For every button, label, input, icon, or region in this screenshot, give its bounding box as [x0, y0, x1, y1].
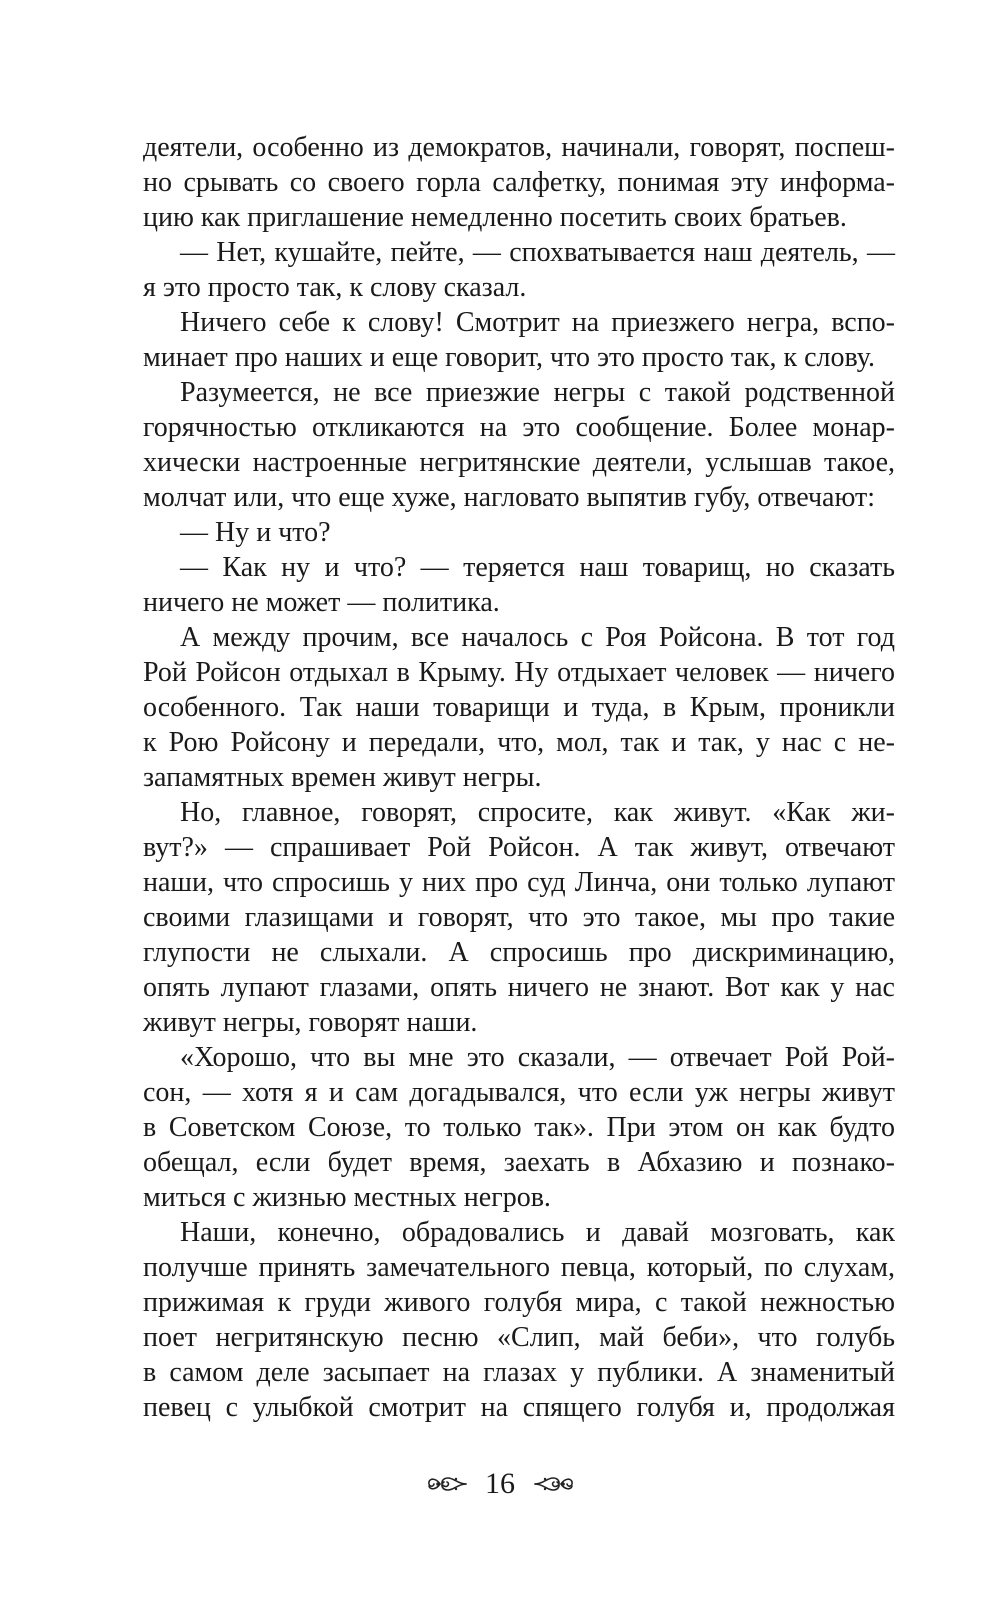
text-line: Наши, конечно, обрадовались и давай мозговать, как: [180, 1217, 895, 1248]
text-line: деятели, особенно из демократов, начинали, говорят, поспеш-: [143, 132, 895, 163]
text-line: Разумеется, не все приезжие негры с такой родственной: [180, 377, 895, 408]
fleuron-left-icon: [426, 1472, 468, 1496]
text-line: Ничего себе к слову! Смотрит на приезжего негра, вспо-: [180, 307, 895, 338]
fleuron-right-icon: [533, 1472, 575, 1496]
text-line: — Нет, кушайте, пейте, — спохватывается наш деятель, —: [180, 237, 895, 268]
text-line: минает про наших и еще говорит, что это просто так, к слову.: [143, 342, 875, 373]
text-line: цию как приглашение немедленно посетить своих братьев.: [143, 202, 847, 233]
text-line: опять лупают глазами, опять ничего не знают. Вот как у нас: [143, 972, 895, 1003]
page-number: 16: [485, 1467, 515, 1501]
text-line: получше принять замечательного певца, который, по слухам,: [143, 1252, 895, 1283]
text-line: поет негритянскую песню «Слип, май беби», что голубь: [143, 1322, 895, 1353]
text-line: хически настроенные негритянские деятели, услышав такое,: [143, 447, 895, 478]
text-line: ничего не может — политика.: [143, 587, 500, 618]
page-footer: [0, 1464, 1000, 1502]
text-line: Рой Ройсон отдыхал в Крыму. Ну отдыхает человек — ничего: [143, 657, 895, 688]
page-body: [143, 130, 895, 1425]
text-line: Но, главное, говорят, спросите, как живут. «Как жи-: [180, 797, 895, 828]
text-line: вут?» — спрашивает Рой Ройсон. А так живут, отвечают: [143, 832, 895, 863]
text-line: А между прочим, все началось с Роя Ройсона. В тот год: [180, 622, 895, 653]
text-line: горячностью откликаются на это сообщение. Более монар-: [143, 412, 895, 443]
text-line: глупости не слыхали. А спросишь про дискриминацию,: [143, 937, 895, 968]
text-line: обещал, если будет время, заехать в Абхазию и познако-: [143, 1147, 895, 1178]
text-line: особенного. Так наши товарищи и туда, в Крым, проникли: [143, 692, 895, 723]
text-line: молчат или, что еще хуже, нагловато выпятив губу, отвечают:: [143, 482, 876, 513]
text-line: запамятных времен живут негры.: [143, 762, 542, 793]
text-line: своими глазищами и говорят, что это такое, мы про такие: [143, 902, 895, 933]
text-line: миться с жизнью местных негров.: [143, 1182, 551, 1213]
text-line: живут негры, говорят наши.: [143, 1007, 478, 1038]
text-line: прижимая к груди живого голубя мира, с такой нежностью: [143, 1287, 895, 1318]
text-line: в самом деле засыпает на глазах у публики. А знаменитый: [143, 1357, 895, 1388]
text-line: «Хорошо, что вы мне это сказали, — отвечает Рой Рой-: [180, 1042, 895, 1073]
text-line: — Как ну и что? — теряется наш товарищ, но сказать: [180, 552, 895, 583]
text-line: сон, — хотя я и сам догадывался, что если уж негры живут: [143, 1077, 895, 1108]
text-line: — Ну и что?: [180, 517, 331, 548]
text-line: я это просто так, к слову сказал.: [143, 272, 527, 303]
text-line: к Рою Ройсону и передали, что, мол, так и так, у нас с не-: [143, 727, 895, 758]
text-line: в Советском Союзе, то только так». При этом он как будто: [143, 1112, 895, 1143]
text-line: но срывать со своего горла салфетку, понимая эту информа-: [143, 167, 895, 198]
text-line: наши, что спросишь у них про суд Линча, они только лупают: [143, 867, 895, 898]
text-line: певец с улыбкой смотрит на спящего голубя и, продолжая: [143, 1392, 895, 1423]
